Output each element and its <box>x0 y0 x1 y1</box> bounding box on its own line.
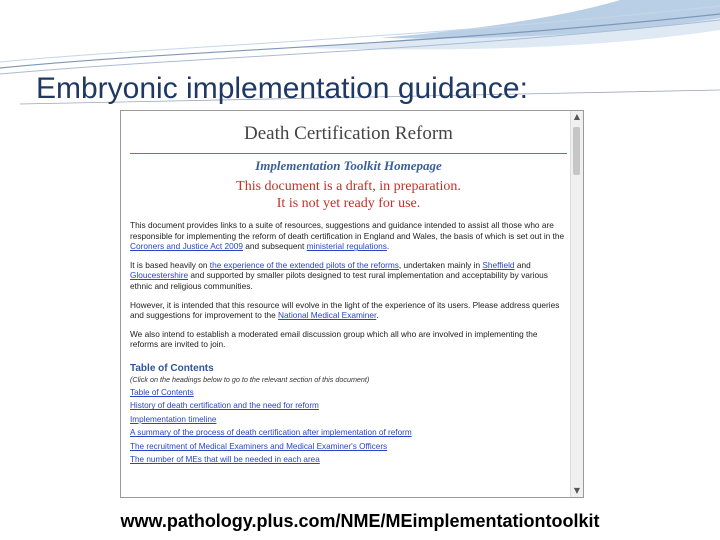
document-screenshot <box>120 110 584 498</box>
title-divider <box>130 153 567 154</box>
draft-notice <box>130 178 567 212</box>
slide-title: Embryonic implementation guidance: <box>36 72 528 105</box>
document-title: Death Certification Reform <box>244 123 453 144</box>
discussion-group-paragraph: We also intend to establish a moderated email discussion group which all who are involved in implementing the reforms are invited to join. <box>130 328 538 350</box>
draft-notice-line-2: It is not yet ready for use. <box>276 196 421 211</box>
vertical-scrollbar[interactable] <box>570 111 583 497</box>
toc-list <box>130 388 567 465</box>
scroll-up-arrow-icon[interactable]: ▲ <box>573 112 581 121</box>
extended-pilots-link[interactable]: the experience of the extended pilots of the reforms <box>209 259 399 270</box>
feedback-text-2: . <box>376 310 379 321</box>
scrollbar-thumb[interactable] <box>573 127 580 175</box>
coroners-justice-act-link[interactable]: Coroners and Justice Act 2009 <box>130 241 243 252</box>
sheffield-link[interactable]: Sheffield <box>482 259 515 270</box>
feedback-text-1: However, it is intended that this resource will evolve in the light of the experience of its users. Please address queries and suggestions for improvement to the <box>130 299 560 321</box>
document-page <box>121 111 573 498</box>
toc-link[interactable]: A summary of the process of death certification after implementation of reform <box>130 428 412 438</box>
scroll-down-arrow-icon[interactable]: ▼ <box>573 486 581 495</box>
basis-text-2: , undertaken mainly in <box>398 259 483 270</box>
basis-paragraph <box>130 260 567 292</box>
intro-text-1: This document provides links to a suite of resources, suggestions and guidance intended to assist all those who are responsible for implementing the reform of death certification in England and Wales, the basis of which is set out in the <box>130 220 565 241</box>
document-subtitle: Implementation Toolkit Homepage <box>255 158 442 173</box>
toc-heading: Table of Contents <box>130 362 214 374</box>
basis-text-4: and supported by smaller pilots designed to test rural implementation and acceptability by various ethnic and religious communities. <box>130 270 548 291</box>
intro-text-2: and subsequent <box>243 241 307 252</box>
intro-text-3: . <box>386 241 390 252</box>
toc-link[interactable]: Implementation timeline <box>130 414 217 424</box>
toc-link[interactable]: Table of Contents <box>130 387 194 397</box>
toc-note: (Click on the headings below to go to the relevant section of this document) <box>130 374 370 384</box>
national-medical-examiner-link[interactable]: National Medical Examiner <box>278 310 377 321</box>
basis-text-1: It is based heavily on <box>130 259 210 270</box>
feedback-paragraph <box>130 300 567 321</box>
gloucestershire-link[interactable]: Gloucestershire <box>130 270 189 281</box>
toc-link[interactable]: The number of MEs that will be needed in each area <box>130 455 320 465</box>
toc-link[interactable]: History of death certification and the need for reform <box>130 401 319 411</box>
ministerial-regulations-link[interactable]: ministerial regulations <box>306 241 387 252</box>
intro-paragraph <box>130 220 567 252</box>
basis-text-3: and <box>514 259 531 270</box>
toc-link[interactable]: The recruitment of Medical Examiners and Medical Examiner's Officers <box>130 441 388 451</box>
draft-notice-line-1: This document is a draft, in preparation. <box>236 179 461 194</box>
toolkit-url: www.pathology.plus.com/NME/MEimplementationtoolkit <box>120 511 600 531</box>
